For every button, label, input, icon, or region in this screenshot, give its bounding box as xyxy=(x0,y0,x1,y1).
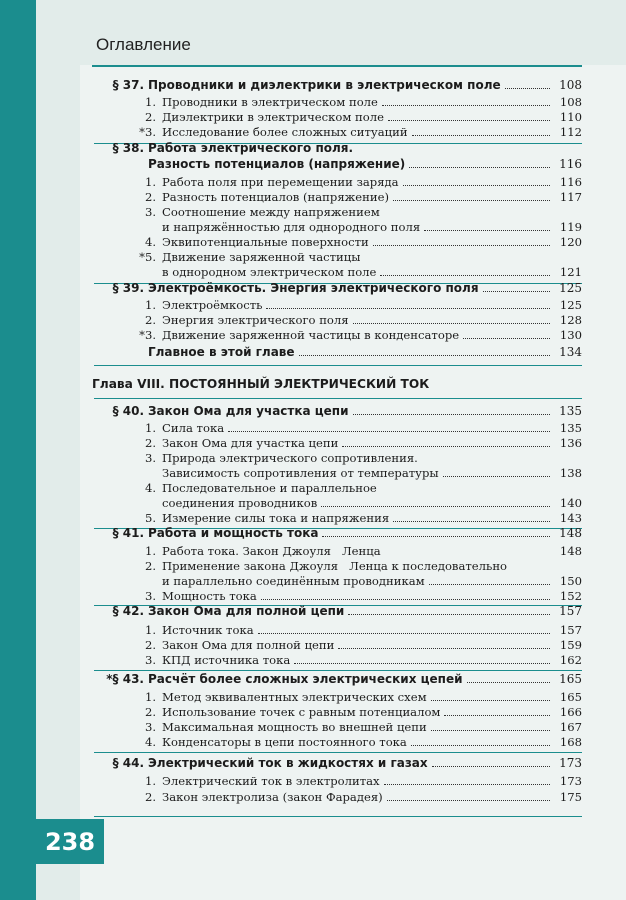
dot-leader xyxy=(382,105,550,106)
item-mark: *3. xyxy=(139,328,156,342)
item-text: Метод эквивалентных электрических схем xyxy=(162,690,427,704)
item-mark: 3. xyxy=(144,451,156,465)
item-text: Движение заряженной частицы в конденсаторе xyxy=(162,328,460,342)
item-text: Электрический ток в электролитах xyxy=(162,774,380,788)
item-mark: 1. xyxy=(144,774,156,788)
dot-leader xyxy=(266,308,550,309)
dot-leader xyxy=(380,275,550,276)
item-mark: 4. xyxy=(144,235,156,249)
page-ref: 165 xyxy=(559,672,582,686)
page-ref: 173 xyxy=(559,756,582,770)
section-mark: § 42. xyxy=(112,604,144,618)
toc-item[interactable] xyxy=(100,773,582,789)
page-ref: 159 xyxy=(559,638,582,652)
section-mark: § 44. xyxy=(112,756,144,770)
dot-leader xyxy=(294,663,550,664)
item-mark: *3. xyxy=(139,125,156,139)
section-mark: § 41. xyxy=(112,526,144,540)
item-mark: 1. xyxy=(144,298,156,312)
section-mark: § 38. xyxy=(112,141,144,155)
item-text-line2: и параллельно соединённым проводникам xyxy=(162,574,425,588)
item-mark: 1. xyxy=(144,623,156,637)
section-title: Электроёмкость. Энергия электрического поля xyxy=(148,281,479,295)
dot-leader xyxy=(431,700,550,701)
dot-leader xyxy=(388,120,550,121)
item-text-line1: Последовательное и параллельное xyxy=(162,481,377,495)
section-title-line1: Работа электрического поля. xyxy=(148,141,354,155)
item-mark: 1. xyxy=(144,544,156,558)
dot-leader xyxy=(385,554,550,555)
toc-item[interactable] xyxy=(100,652,582,668)
item-mark: 4. xyxy=(144,481,156,495)
dot-leader xyxy=(384,784,550,785)
toc-item[interactable] xyxy=(100,124,582,140)
section-mark: § 40. xyxy=(112,404,144,418)
page-ref: 128 xyxy=(559,313,582,327)
item-mark: 2. xyxy=(144,110,156,124)
dot-leader xyxy=(412,135,550,136)
item-text: Закон электролиза (закон Фарадея) xyxy=(162,790,383,804)
dot-leader xyxy=(261,599,550,600)
page-ref: 136 xyxy=(559,436,582,450)
page-ref: 166 xyxy=(559,705,582,719)
item-mark: 1. xyxy=(144,421,156,435)
section-title: Закон Ома для участка цепи xyxy=(148,404,349,418)
dot-leader xyxy=(467,682,550,683)
dot-leader xyxy=(443,476,550,477)
dot-leader xyxy=(387,800,550,801)
page-ref: 138 xyxy=(559,466,582,480)
page-number: 238 xyxy=(36,819,104,864)
dot-leader xyxy=(338,648,550,649)
item-text: Проводники в электрическом поле xyxy=(162,95,378,109)
page-ref: 135 xyxy=(559,404,582,418)
dot-leader xyxy=(393,200,550,201)
section-title: Расчёт более сложных электрических цепей xyxy=(148,672,463,686)
page-ref: 173 xyxy=(559,774,582,788)
item-text: Максимальная мощность во внешней цепи xyxy=(162,720,427,734)
page-ref: 143 xyxy=(559,511,582,525)
item-mark: 2. xyxy=(144,436,156,450)
page-ref: 135 xyxy=(559,421,582,435)
dot-leader xyxy=(431,730,550,731)
item-mark: 2. xyxy=(144,313,156,327)
toc-item[interactable] xyxy=(100,450,582,466)
page-ref: 108 xyxy=(559,78,582,92)
page-ref: 130 xyxy=(559,328,582,342)
item-text-line1: Движение заряженной частицы xyxy=(162,250,361,264)
item-mark: 3. xyxy=(144,720,156,734)
item-mark: 4. xyxy=(144,735,156,749)
toc-item[interactable] xyxy=(100,109,582,125)
toc-summary[interactable] xyxy=(100,344,582,360)
section-title-line2: Разность потенциалов (напряжение) xyxy=(148,157,406,171)
toc-item-cont[interactable] xyxy=(100,465,582,481)
page-ref: 152 xyxy=(559,589,582,603)
section-title: Закон Ома для полной цепи xyxy=(148,604,345,618)
item-text: Источник тока xyxy=(162,623,254,637)
chapter-separator xyxy=(94,365,582,366)
page-ref: 121 xyxy=(559,265,582,279)
item-mark: 2. xyxy=(144,705,156,719)
toc-item[interactable] xyxy=(100,558,582,574)
dot-leader xyxy=(342,446,550,447)
dot-leader xyxy=(409,167,550,168)
page-ref: 108 xyxy=(559,95,582,109)
item-text: Измерение силы тока и напряжения xyxy=(162,511,390,525)
page-ref: 162 xyxy=(559,653,582,667)
toc-item[interactable] xyxy=(100,327,582,343)
toc-item[interactable] xyxy=(100,704,582,720)
section-mark: § 37. xyxy=(112,78,144,92)
page-ref: 165 xyxy=(559,690,582,704)
section-separator xyxy=(94,398,582,399)
page-ref: 167 xyxy=(559,720,582,734)
dot-leader xyxy=(348,614,550,615)
item-text: Разность потенциалов (напряжение) xyxy=(162,190,390,204)
toc-section-43[interactable] xyxy=(100,671,582,687)
item-text: Диэлектрики в электрическом поле xyxy=(162,110,384,124)
section-separator xyxy=(94,752,582,753)
dot-leader xyxy=(444,715,550,716)
toc-section-42[interactable] xyxy=(100,603,582,619)
item-mark: 3. xyxy=(144,653,156,667)
toc-item-cont[interactable] xyxy=(100,573,582,589)
toc-section-39[interactable] xyxy=(100,280,582,296)
toc-item[interactable] xyxy=(100,622,582,638)
item-text: Закон Ома для участка цепи xyxy=(162,436,339,450)
page-ref: 157 xyxy=(559,604,582,618)
item-text-line2: соединения проводников xyxy=(162,496,318,510)
item-mark: 1. xyxy=(144,95,156,109)
item-text-line1: Природа электрического сопротивления. xyxy=(162,451,418,465)
toc-item[interactable] xyxy=(100,637,582,653)
item-text-line2: в однородном электрическом поле xyxy=(162,265,377,279)
page-ref: 134 xyxy=(559,345,582,359)
page-ref: 119 xyxy=(559,220,582,234)
toc-section-44[interactable] xyxy=(100,755,582,771)
page-ref: 175 xyxy=(559,790,582,804)
toc-item[interactable] xyxy=(100,204,582,220)
toc-item[interactable] xyxy=(100,543,582,559)
page-ref: 116 xyxy=(559,175,582,189)
toc-item-cont[interactable] xyxy=(100,264,582,280)
item-mark: 5. xyxy=(144,511,156,525)
dot-leader xyxy=(403,185,550,186)
item-text-line2: и напряжённостью для однородного поля xyxy=(162,220,421,234)
toc-section-38-cont[interactable] xyxy=(100,156,582,172)
page-ref: 120 xyxy=(559,235,582,249)
item-text: Конденсаторы в цепи постоянного тока xyxy=(162,735,407,749)
item-text: Закон Ома для полной цепи xyxy=(162,638,335,652)
dot-leader xyxy=(429,584,550,585)
item-text: КПД источника тока xyxy=(162,653,291,667)
page-ref: 140 xyxy=(559,496,582,510)
dot-leader xyxy=(373,245,550,246)
page-header-title: Оглавление xyxy=(96,35,191,54)
dot-leader xyxy=(393,521,550,522)
item-mark: 2. xyxy=(144,790,156,804)
item-mark: 3. xyxy=(144,589,156,603)
dot-leader xyxy=(299,355,550,356)
page-ref: 125 xyxy=(559,298,582,312)
toc-item[interactable] xyxy=(100,719,582,735)
item-mark: 2. xyxy=(144,559,156,573)
item-mark: 2. xyxy=(144,638,156,652)
dot-leader xyxy=(411,745,550,746)
toc-item[interactable] xyxy=(100,480,582,496)
item-text-line1: Применение закона Джоуля Ленца к последовательно xyxy=(162,559,508,573)
item-text: Сила тока xyxy=(162,421,225,435)
section-mark: *§ 43. xyxy=(106,672,144,686)
dot-leader xyxy=(322,536,550,537)
item-text-line2: Зависимость сопротивления от температуры xyxy=(162,466,439,480)
item-text: Эквипотенциальные поверхности xyxy=(162,235,369,249)
item-mark: 2. xyxy=(144,190,156,204)
toc-item[interactable] xyxy=(100,297,582,313)
item-mark: *5. xyxy=(139,250,156,264)
page-ref: 148 xyxy=(559,544,582,558)
item-text: Энергия электрического поля xyxy=(162,313,349,327)
page-ref: 125 xyxy=(559,281,582,295)
toc-item[interactable] xyxy=(100,189,582,205)
page-ref: 150 xyxy=(559,574,582,588)
toc-item[interactable] xyxy=(100,510,582,526)
dot-leader xyxy=(353,323,550,324)
dot-leader xyxy=(505,88,550,89)
dot-leader xyxy=(321,506,550,507)
toc-section-40[interactable] xyxy=(100,403,582,419)
page-ref: 110 xyxy=(559,110,582,124)
toc-section-41[interactable] xyxy=(100,525,582,541)
section-separator xyxy=(94,816,582,817)
toc-item[interactable] xyxy=(100,249,582,265)
page-ref: 116 xyxy=(559,157,582,171)
item-text: Мощность тока xyxy=(162,589,257,603)
item-mark: 1. xyxy=(144,690,156,704)
toc-section-37[interactable] xyxy=(100,77,582,93)
section-title: Работа и мощность тока xyxy=(148,526,319,540)
item-text: Использование точек с равным потенциалом xyxy=(162,705,441,719)
item-text: Работа поля при перемещении заряда xyxy=(162,175,399,189)
section-title: Проводники и диэлектрики в электрическом поле xyxy=(148,78,501,92)
page-ref: 157 xyxy=(559,623,582,637)
item-mark: 3. xyxy=(144,205,156,219)
section-mark: § 39. xyxy=(112,281,144,295)
section-title: Электрический ток в жидкостях и газах xyxy=(148,756,428,770)
dot-leader xyxy=(463,338,550,339)
item-text: Работа тока. Закон Джоуля Ленца xyxy=(162,544,381,558)
toc-item[interactable] xyxy=(100,94,582,110)
dot-leader xyxy=(483,291,550,292)
toc-item[interactable] xyxy=(100,689,582,705)
toc-item-cont[interactable] xyxy=(100,219,582,235)
page-ref: 117 xyxy=(559,190,582,204)
toc-section-38[interactable] xyxy=(100,140,582,156)
toc-item[interactable] xyxy=(100,734,582,750)
dot-leader xyxy=(424,230,550,231)
toc-item[interactable] xyxy=(100,234,582,250)
page-ref: 168 xyxy=(559,735,582,749)
item-text: Электроёмкость xyxy=(162,298,263,312)
toc-item[interactable] xyxy=(100,435,582,451)
toc-item[interactable] xyxy=(100,312,582,328)
toc-item[interactable] xyxy=(100,420,582,436)
toc-item[interactable] xyxy=(100,789,582,805)
item-mark: 1. xyxy=(144,175,156,189)
toc-item-cont[interactable] xyxy=(100,495,582,511)
chapter-heading[interactable]: Глава VIII. ПОСТОЯННЫЙ ЭЛЕКТРИЧЕСКИЙ ТОК xyxy=(92,377,430,391)
dot-leader xyxy=(258,633,550,634)
page-ref: 112 xyxy=(559,125,582,139)
summary-title: Главное в этой главе xyxy=(148,345,295,359)
dot-leader xyxy=(228,431,550,432)
toc-item[interactable] xyxy=(100,588,582,604)
dot-leader xyxy=(353,414,550,415)
page-ref: 148 xyxy=(559,526,582,540)
item-text: Исследование более сложных ситуаций xyxy=(162,125,408,139)
toc-item[interactable] xyxy=(100,174,582,190)
dot-leader xyxy=(432,766,550,767)
item-text-line1: Соотношение между напряжением xyxy=(162,205,380,219)
